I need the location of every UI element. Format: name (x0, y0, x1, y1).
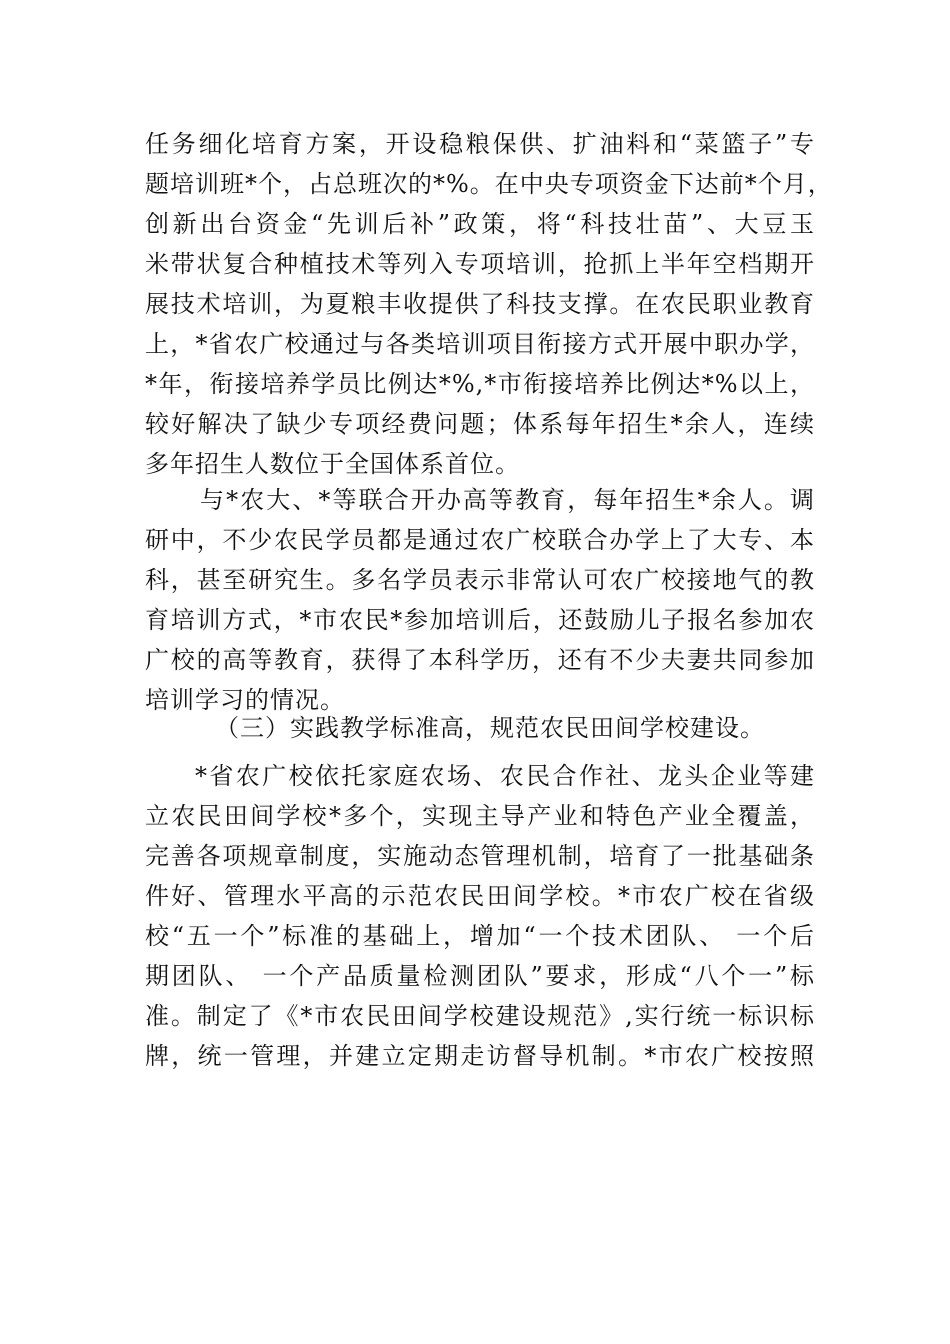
text-line: 研中，不少农民学员都是通过农广校联合办学上了大专、本 (145, 526, 815, 554)
paragraph-training-programs (145, 124, 833, 484)
paragraph-field-schools (145, 756, 815, 1076)
text-line: 立农民田间学校*多个，实现主导产业和特色产业全覆盖， (145, 802, 815, 830)
text-line: *省农广校依托家庭农场、农民合作社、龙头企业等建 (195, 762, 815, 790)
text-line: 与*农大、*等联合开办高等教育，每年招生*余人。调 (200, 486, 815, 514)
text-line: 育培训方式，*市农民*参加培训后，还鼓励儿子报名参加农 (145, 606, 815, 634)
text-line: 广校的高等教育，获得了本科学历，还有不少夫妻共同参加 (145, 646, 815, 674)
text-line: 任务细化培育方案，开设稳粮保供、扩油料和“菜篮子”专 (145, 130, 815, 158)
text-line: 件好、管理水平高的示范农民田间学校。*市农广校在省级 (145, 882, 815, 910)
text-line: 牌，统一管理，并建立定期走访督导机制。*市农广校按照 (145, 1042, 815, 1070)
section-heading-text: （三）实践教学标准高，规范农民田间学校建设。 (215, 714, 765, 742)
text-line: 较好解决了缺少专项经费问题；体系每年招生*余人，连续 (145, 410, 815, 438)
text-line: 期团队、 一个产品质量检测团队”要求，形成“八个一”标 (145, 962, 815, 990)
text-line: *年，衔接培养学员比例达*%,*市衔接培养比例达*%以上， (145, 370, 815, 398)
paragraph-higher-education (145, 480, 815, 720)
text-line: 题培训班*个，占总班次的*%。在中央专项资金下达前*个月， (145, 170, 833, 198)
section-heading (145, 708, 815, 748)
text-line: 多年招生人数位于全国体系首位。 (145, 450, 520, 478)
text-line: 科，甚至研究生。多名学员表示非常认可农广校接地气的教 (145, 566, 815, 594)
text-line: 上，*省农广校通过与各类培训项目衔接方式开展中职办学， (145, 330, 815, 358)
text-line: 创新出台资金“先训后补”政策，将“科技壮苗”、大豆玉 (145, 210, 815, 238)
text-line: 校“五一个”标准的基础上，增加“一个技术团队、 一个后 (145, 922, 815, 950)
text-line: 准。制定了《*市农民田间学校建设规范》,实行统一标识标 (145, 1002, 815, 1030)
text-line: 展技术培训，为夏粮丰收提供了科技支撑。在农民职业教育 (145, 290, 815, 318)
text-line: 完善各项规章制度，实施动态管理机制，培育了一批基础条 (145, 842, 815, 870)
text-line: 培训学习的情况。 (145, 686, 345, 714)
text-line: 米带状复合种植技术等列入专项培训，抢抓上半年空档期开 (145, 250, 815, 278)
